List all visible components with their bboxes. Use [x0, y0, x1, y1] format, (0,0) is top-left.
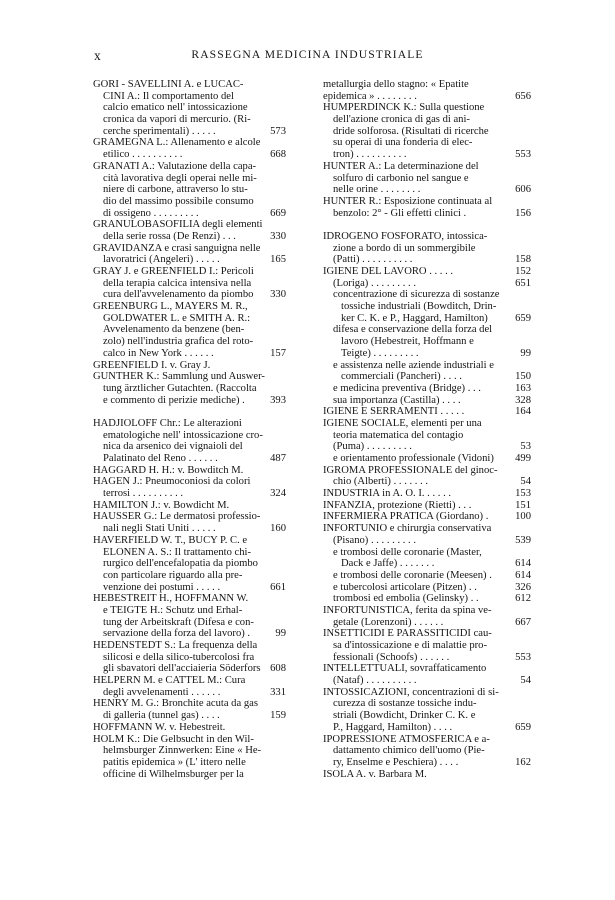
entry-text-line: HEDENSTEDT S.: La frequenza della — [93, 640, 258, 651]
entry-text-line: etilico . . . . . . . . . . — [103, 149, 183, 161]
index-entry — [93, 360, 286, 372]
entry-text-line: officine di Wilhelmsburger per la — [103, 768, 244, 780]
page-reference: 326 — [515, 581, 531, 593]
index-entry — [323, 628, 531, 663]
page-reference: 659 — [515, 721, 531, 733]
entry-text-line: fessionali (Schoofs) . . . . . . — [333, 651, 450, 663]
entry-text-line: tron) . . . . . . . . . . — [333, 149, 407, 161]
page-reference: 151 — [515, 499, 531, 511]
entry-text-line: HAMILTON J.: v. Bowdicht M. — [93, 499, 230, 511]
entry-text-line: e trombosi delle coronarie (Master, — [333, 546, 482, 558]
entry-text-line: su operai di una fonderia di elec- — [333, 137, 473, 149]
page-reference: 159 — [270, 710, 286, 722]
entry-text-line: HADJIOLOFF Chr.: Le alterazioni — [93, 417, 242, 429]
page-reference: 499 — [515, 452, 531, 464]
index-entry — [323, 687, 531, 734]
page-reference: 659 — [515, 312, 531, 324]
entry-text-line: IGROMA PROFESSIONALE del ginoc- — [323, 464, 498, 476]
entry-text-line: ker C. K. e P., Haggard, Hamilton) — [341, 312, 488, 324]
index-entry — [323, 418, 531, 453]
index-entry — [323, 663, 531, 686]
page-reference: 573 — [270, 125, 286, 137]
entry-text-line: curezza di sostanze tossiche indu- — [333, 698, 477, 710]
entry-text-line: lavoratrici (Angeleri) . . . . . — [103, 254, 220, 266]
entry-text-line: della serie rossa (De Renzi) . . . — [103, 230, 236, 242]
entry-text-line: GRANULOBASOFILIA degli elementi — [93, 219, 263, 231]
index-entry — [93, 675, 286, 698]
entry-text-line: concentrazione di sicurezza di sostanze — [333, 289, 500, 301]
page-number: x — [94, 48, 101, 63]
entry-text-line: HUNTER R.: Esposizione continuata al — [323, 195, 493, 207]
entry-text-line: dell'azione cronica di gas di ani- — [333, 114, 470, 126]
page-reference: 553 — [515, 149, 531, 161]
entry-text-line: difesa e conservazione della forza del — [333, 324, 493, 336]
page-reference: 158 — [515, 254, 531, 266]
index-entry — [93, 500, 286, 512]
entry-text-line: dio del massimo possibile consumo — [103, 195, 254, 207]
index-entry — [323, 465, 531, 488]
page-reference: 393 — [270, 394, 286, 406]
entry-text-line: GUNTHER K.: Sammlung und Auswer- — [93, 371, 265, 383]
index-entry — [93, 722, 286, 734]
index-entry — [93, 476, 286, 499]
page-reference: 487 — [270, 452, 286, 464]
entry-text-line: IGIENE E SERRAMENTI . . . . . — [323, 406, 465, 418]
page-reference: 54 — [520, 476, 531, 488]
entry-text-line: Teigte) . . . . . . . . . — [341, 347, 419, 359]
index-entry — [323, 231, 531, 266]
index-subentry — [323, 360, 531, 383]
entry-text-line: zione a bordo di un sommergibile — [333, 242, 476, 254]
entry-text-line: CINI A.: Il comportamento del — [103, 90, 234, 102]
page-reference: 54 — [520, 675, 531, 687]
entry-text-line: IGIENE SOCIALE, elementi per una — [323, 417, 482, 429]
entry-text-line: e commento di perizie mediche) . — [103, 394, 245, 406]
index-entry — [323, 523, 531, 546]
entry-text-line: trombosi ed embolia (Gelinsky) . . — [333, 593, 479, 605]
entry-text-line: INFANZIA, protezione (Rietti) . . . — [323, 499, 472, 511]
page-reference: 669 — [270, 207, 286, 219]
index-entry — [323, 605, 531, 628]
entry-text-line: degli avvelenamenti . . . . . . — [103, 686, 221, 698]
entry-text-line: e tubercolosi articolare (Pitzen) . . — [333, 581, 477, 593]
page-reference: 656 — [515, 90, 531, 102]
running-title: RASSEGNA MEDICINA INDUSTRIALE — [191, 48, 424, 61]
entry-text-line: GRAY J. e GREENFIELD I.: Pericoli — [93, 266, 254, 277]
entry-text-line: commerciali (Pancheri) . . . . — [341, 371, 462, 383]
page-reference: 163 — [515, 382, 531, 394]
page-reference: 153 — [515, 488, 531, 500]
entry-text-line: cura dell'avvelenamento da piombo — [103, 289, 254, 301]
entry-text-line: e TEIGTE H.: Schutz und Erhal- — [103, 604, 243, 616]
entry-text-line: epidemica » . . . . . . . . — [323, 90, 417, 102]
entry-text-line: HELPERN M. e CATTEL M.: Cura — [93, 675, 246, 687]
entry-text-line: IPOPRESSIONE ATMOSFERICA e a- — [323, 733, 490, 745]
entry-text-line: cronica da vapori di mercurio. (Ri- — [103, 114, 251, 126]
page-reference: 324 — [270, 488, 286, 500]
page-reference: 53 — [520, 441, 531, 453]
entry-text-line: HAVERFIELD W. T., BUCY P. C. e — [93, 534, 248, 546]
index-subentry — [323, 278, 531, 290]
entry-text-line: calco in New York . . . . . . — [103, 347, 214, 359]
index-subentry — [323, 395, 531, 407]
entry-text-line: tung der Arbeitskraft (Difesa e con- — [103, 616, 254, 628]
index-entry — [93, 418, 286, 465]
index-entry — [93, 535, 286, 593]
page-reference: 157 — [270, 347, 286, 359]
index-subentry — [323, 593, 531, 605]
index-subentry — [323, 453, 531, 465]
entry-text-line: terrosi . . . . . . . . . . — [103, 488, 184, 500]
index-entry — [93, 640, 286, 675]
entry-text-line: HUNTER A.: La determinazione del — [323, 160, 479, 172]
index-entry — [93, 243, 286, 266]
entry-text-line: HOLM K.: Die Gelbsucht in den Wil- — [93, 733, 254, 745]
entry-text-line: venzione dei postumi . . . . . — [103, 581, 221, 593]
index-subentry — [323, 383, 531, 395]
index-subentry — [323, 289, 531, 324]
index-entry — [93, 465, 286, 477]
entry-text-line: teoria matematica del contagio — [333, 429, 464, 441]
entry-text-line: ematologiche nell' intossicazione cro- — [103, 429, 263, 441]
page-reference: 152 — [515, 265, 531, 277]
page-reference: 328 — [515, 394, 531, 406]
entry-text-line: IDROGENO FOSFORATO, intossica- — [323, 230, 488, 242]
index-subentry — [323, 547, 531, 570]
index-entry — [93, 511, 286, 534]
page-reference: 661 — [270, 581, 286, 593]
entry-text-line: metallurgia dello stagno: « Epatite — [323, 79, 469, 90]
index-entry — [323, 511, 531, 523]
entry-text-line: GORI - SAVELLINI A. e LUCAC- — [93, 79, 244, 90]
index-column-left — [93, 79, 286, 780]
entry-text-line: nica da arsenico dei vignaioli del — [103, 441, 243, 453]
entry-text-line: tossiche industriali (Bowditch, Drin- — [341, 301, 497, 313]
index-entry — [323, 734, 531, 769]
entry-text-line: INSETTICIDI E PARASSITICIDI cau- — [323, 628, 492, 640]
page-reference: 330 — [270, 230, 286, 242]
entry-text-line: HEBESTREIT H., HOFFMANN W. — [93, 593, 249, 605]
entry-text-line: HENRY M. G.: Bronchite acuta da gas — [93, 698, 258, 710]
entry-text-line: rurgico dell'encefalopatia da piombo — [103, 558, 258, 570]
entry-text-line: P., Haggard, Hamilton) . . . . — [333, 721, 453, 733]
index-entry — [93, 593, 286, 640]
entry-text-line: silicosi e della silico-tubercolosi fra — [103, 651, 255, 663]
entry-text-line: helmsburger Zinnwerken: Eine « He- — [103, 745, 262, 757]
entry-text-line: patitis epidemica » (L' ittero nelle — [103, 756, 246, 768]
index-entry — [93, 137, 286, 160]
index-entry — [323, 79, 531, 102]
entry-text-line: (Patti) . . . . . . . . . . — [333, 254, 413, 266]
entry-text-line: (Puma) . . . . . . . . . — [333, 441, 412, 453]
page-reference: 156 — [515, 207, 531, 219]
index-entry — [93, 161, 286, 219]
index-entry — [323, 196, 531, 219]
index-entry — [93, 301, 286, 359]
entry-text-line: striali (Bowdicht, Drinker C. K. e — [333, 710, 476, 722]
entry-text-line: INTOSSICAZIONI, concentrazioni di si- — [323, 686, 499, 698]
index-subentry — [323, 582, 531, 594]
entry-text-line: lavoro (Hebestreit, Hoffmann e — [341, 336, 474, 348]
entry-text-line: (Nataf) . . . . . . . . . . — [333, 675, 417, 687]
index-entry — [93, 371, 286, 406]
entry-text-line: tung ärztlicher Gutachten. (Raccolta — [103, 382, 257, 394]
entry-text-line: e assistenza nelle aziende industriali e — [333, 359, 494, 371]
page-reference: 100 — [515, 511, 531, 523]
entry-text-line: e medicina preventiva (Bridge) . . . — [333, 382, 481, 394]
page-reference: 150 — [515, 371, 531, 383]
index-entry — [93, 734, 286, 781]
page-reference: 162 — [515, 756, 531, 768]
index-entry — [323, 769, 531, 781]
page-reference: 667 — [515, 616, 531, 628]
entry-text-line: dride solforosa. (Risultati di ricerche — [333, 125, 489, 137]
entry-text-line: Avvelenamento da benzene (ben- — [103, 324, 245, 336]
index-entry — [323, 488, 531, 500]
entry-text-line: benzolo: 2° - Gli effetti clinici . — [333, 207, 467, 219]
entry-text-line: della terapia calcica intensiva nella — [103, 277, 252, 289]
page-reference: 539 — [515, 534, 531, 546]
entry-text-line: (Pisano) . . . . . . . . . — [333, 534, 416, 546]
index-entry — [93, 219, 286, 242]
index-entry — [93, 698, 286, 721]
page-reference: 612 — [515, 593, 531, 605]
entry-text-line: getale (Lorenzoni) . . . . . . — [333, 616, 444, 628]
entry-text-line: di ossigeno . . . . . . . . . — [103, 207, 199, 219]
entry-text-line: con particolare riguardo alla pre- — [103, 569, 243, 581]
section-spacer — [323, 219, 531, 231]
entry-text-line: chio (Alberti) . . . . . . . — [333, 476, 429, 488]
index-entry — [323, 500, 531, 512]
page-reference: 99 — [275, 628, 286, 640]
entry-text-line: zolo) nell'industria grafica del roto- — [103, 336, 254, 348]
page-header — [0, 48, 615, 64]
entry-text-line: GREENBURG L., MAYERS M. R., — [93, 301, 248, 313]
page-reference: 99 — [520, 347, 531, 359]
section-spacer — [93, 406, 286, 418]
entry-text-line: GRAVIDANZA e crasi sanguigna nelle — [93, 242, 261, 254]
page-reference: 606 — [515, 184, 531, 196]
entry-text-line: nali negli Stati Uniti . . . . . — [103, 523, 216, 535]
entry-text-line: gli sbavatori dell'acciaieria Söderfors — [103, 663, 261, 675]
entry-text-line: cerche sperimentali) . . . . . — [103, 125, 216, 137]
entry-text-line: (Loriga) . . . . . . . . . — [333, 277, 416, 289]
entry-text-line: HAUSSER G.: Le dermatosi professio- — [93, 511, 261, 523]
page-reference: 164 — [515, 406, 531, 418]
entry-text-line: solfuro di carbonio nel sangue e — [333, 172, 469, 184]
entry-text-line: e orientamento professionale (Vidoni) — [333, 453, 494, 464]
entry-text-line: sua importanza (Castilla) . . . . — [333, 394, 461, 406]
page-reference: 614 — [515, 569, 531, 581]
entry-text-line: cità lavorativa degli operai nelle mi- — [103, 172, 257, 184]
index-entry — [93, 266, 286, 301]
index-column-right — [323, 79, 531, 780]
entry-text-line: GRAMEGNA L.: Allenamento e alcole — [93, 137, 261, 149]
entry-text-line: nelle orine . . . . . . . . — [333, 184, 421, 196]
page-reference: 608 — [270, 663, 286, 675]
page-reference: 553 — [515, 651, 531, 663]
entry-text-line: INFERMIERA PRATICA (Giordano) . — [323, 511, 489, 523]
index-subentry — [323, 570, 531, 582]
entry-text-line: calcio ematico nell' intossicazione — [103, 102, 248, 114]
entry-text-line: HOFFMANN W. v. Hebestreit. — [93, 721, 226, 733]
index-entry — [93, 79, 286, 137]
page-reference: 668 — [270, 149, 286, 161]
page-reference: 651 — [515, 277, 531, 289]
entry-text-line: GREENFIELD I. v. Gray J. — [93, 359, 211, 371]
entry-text-line: GOLDWATER L. e SMITH A. R.: — [103, 312, 251, 324]
entry-text-line: Dack e Jaffe) . . . . . . . — [341, 558, 435, 570]
entry-text-line: ry, Enselme e Peschiera) . . . . — [333, 756, 459, 768]
entry-text-line: INFORTUNIO e chirurgia conservativa — [323, 523, 492, 535]
index-entry — [323, 406, 531, 418]
entry-text-line: HAGGARD H. H.: v. Bowditch M. — [93, 464, 244, 476]
entry-text-line: HAGEN J.: Pneumoconiosi da colori — [93, 476, 251, 488]
index-entry — [323, 266, 531, 278]
index-subentry — [323, 324, 531, 359]
index-entry — [323, 102, 531, 160]
entry-text-line: sa d'intossicazione e di malattie pro- — [333, 640, 487, 651]
entry-text-line: di galleria (tunnel gas) . . . . — [103, 710, 220, 722]
entry-text-line: IGIENE DEL LAVORO . . . . . — [323, 266, 454, 277]
entry-text-line: Palatinato del Reno . . . . . . — [103, 453, 218, 464]
page-reference: 165 — [270, 254, 286, 266]
page-reference: 614 — [515, 558, 531, 570]
entry-text-line: INTELLETTUALI, sovraffaticamento — [323, 663, 487, 675]
entry-text-line: e trombosi delle coronarie (Meesen) . — [333, 569, 492, 581]
entry-text-line: servazione della forza del lavoro) . — [103, 628, 251, 640]
page-reference: 160 — [270, 523, 286, 535]
page-reference: 330 — [270, 289, 286, 301]
entry-text-line: niere di carbone, attraverso lo stu- — [103, 184, 248, 196]
index-entry — [323, 161, 531, 196]
entry-text-line: ELONEN A. S.: Il trattamento chi- — [103, 546, 251, 558]
page-reference: 331 — [270, 686, 286, 698]
entry-text-line: HUMPERDINCK K.: Sulla questione — [323, 102, 485, 114]
entry-text-line: GRANATI A.: Valutazione della capa- — [93, 160, 257, 172]
entry-text-line: dattamento chimico dell'uomo (Pie- — [333, 745, 485, 757]
entry-text-line: INFORTUNISTICA, ferita da spina ve- — [323, 604, 492, 616]
entry-text-line: INDUSTRIA in A. O. I. . . . . . — [323, 488, 452, 500]
entry-text-line: ISOLA A. v. Barbara M. — [323, 768, 427, 780]
